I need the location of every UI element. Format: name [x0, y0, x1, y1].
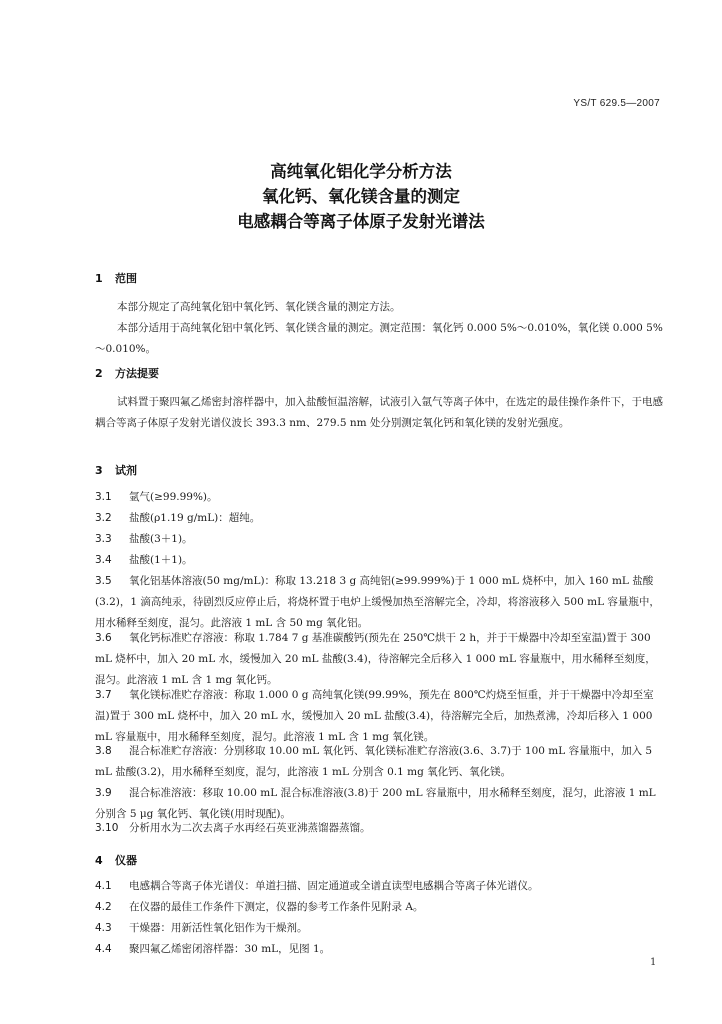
section-1-paragraph-1: 本部分规定了高纯氧化铝中氧化钙、氧化镁含量的测定方法。: [117, 301, 401, 313]
item-text: 盐酸(ρ1.19 g/mL)：超纯。: [129, 512, 261, 524]
item-text: 氩气(≥99.99%)。: [129, 491, 218, 503]
item-number: 3.5: [95, 575, 112, 587]
section-2-heading: [95, 368, 159, 379]
item-number: 3.2: [95, 512, 112, 524]
section-1-paragraph-2: 本部分适用于高纯氧化铝中氧化钙、氧化镁含量的测定。测定范围：氧化钙 0.000 5%～0.010%，氧化镁 0.000 5%～0.010%。: [95, 322, 663, 355]
section-4-heading: [95, 855, 137, 866]
list-item: [95, 939, 665, 960]
item-text: 聚四氟乙烯密闭溶样器：30 mL，见图 1。: [129, 943, 331, 955]
section-number: 2: [95, 367, 103, 380]
item-text: 分析用水为二次去离子水再经石英亚沸蒸馏器蒸馏。: [129, 822, 371, 834]
item-text: 氧化镁标准贮存溶液：称取 1.000 0 g 高纯氧化镁(99.99%，预先在 800℃灼烧至恒重，并于干燥器中冷却至室温)置于 300 mL 烧杯中，加入 20 mL 水，缓慢加入 20 mL 盐酸(3.4)，待溶解完全后，加热煮沸，冷却后移入 1 000 mL 容量瓶中，用水稀释至刻度，混匀。此溶液 1 mL 含 1 mg 氧化镁。: [95, 689, 654, 743]
item-number: 4.4: [95, 943, 112, 955]
section-3-heading: [95, 465, 137, 476]
item-text: 盐酸(1＋1)。: [129, 554, 193, 566]
item-text: 电感耦合等离子体光谱仪：单道扫描、固定通道或全谱直读型电感耦合等离子体光谱仪。: [129, 880, 539, 892]
section-2-paragraph: 试料置于聚四氟乙烯密封溶样器中，加入盐酸恒温溶解，试液引入氩气等离子体中，在选定的最佳操作条件下，于电感耦合等离子体原子发射光谱仪波长 393.3 nm、279.5 nm 处分别测定氧化钙和氧化镁的发射光强度。: [95, 396, 663, 429]
item-text: 混合标准贮存溶液：分别移取 10.00 mL 氧化钙、氧化镁标准贮存溶液(3.6、3.7)于 100 mL 容量瓶中，加入 5 mL 盐酸(3.2)，用水稀释至刻度，混匀，此溶液 1 mL 分别含 0.1 mg 氧化钙、氧化镁。: [95, 745, 653, 778]
item-text: 盐酸(3＋1)。: [129, 533, 193, 545]
section-1-heading: [95, 273, 137, 284]
item-text: 混合标准溶液：移取 10.00 mL 混合标准溶液(3.8)于 200 mL 容量瓶中，用水稀释至刻度，混匀，此溶液 1 mL 分别含 5 μg 氧化钙、氧化镁(用时现配)。: [95, 787, 656, 820]
item-number: 3.9: [95, 787, 112, 799]
item-number: 4.2: [95, 901, 112, 913]
item-text: 氧化铝基体溶液(50 mg/mL)：称取 13.218 3 g 高纯铝(≥99.999%)于 1 000 mL 烧杯中，加入 160 mL 盐酸(3.2)，1 滴高纯汞，待剧烈反应停止后，将烧杯置于电炉上缓慢加热至溶解完全，冷却，将溶液移入 500 mL 容量瓶中，用水稀释至刻度，混匀。此溶液 1 mL 含 50 mg 氧化铝。: [95, 575, 660, 629]
section-number: 1: [95, 272, 103, 285]
item-number: 3.7: [95, 689, 112, 701]
section-title: 仪器: [115, 854, 137, 867]
item-number: 3.1: [95, 491, 112, 503]
list-item: [95, 897, 665, 918]
list-item: [95, 529, 665, 550]
list-item: [95, 741, 665, 783]
item-text: 在仪器的最佳工作条件下测定，仪器的参考工作条件见附录 A。: [129, 901, 424, 913]
item-number: 3.8: [95, 745, 112, 757]
list-item: [95, 550, 665, 571]
item-number: 3.3: [95, 533, 112, 545]
page-number: 1: [650, 957, 657, 968]
list-item: [95, 818, 665, 839]
list-item: [95, 876, 665, 897]
item-number: 3.6: [95, 632, 112, 644]
section-number: 4: [95, 854, 103, 867]
list-item: [95, 918, 665, 939]
item-text: 氧化钙标准贮存溶液：称取 1.784 7 g 基准碳酸钙(预先在 250℃烘干 2 h，并于干燥器中冷却至室温)置于 300 mL 烧杯中，加入 20 mL 水，缓慢加入 20 mL 盐酸(3.4)，待溶解完全后移入 1 000 mL 容量瓶中，用水稀释至刻度，混匀。此溶液 1 mL 含 1 mg 氧化钙。: [95, 632, 656, 686]
item-text: 干燥器：用新活性氧化铝作为干燥剂。: [129, 922, 308, 934]
list-item: [95, 508, 665, 529]
section-title: 试剂: [115, 464, 137, 477]
list-item: [95, 628, 665, 691]
title-line-2: 氧化钙、氧化镁含量的测定: [262, 187, 460, 206]
list-item: [95, 571, 665, 634]
section-title: 范围: [115, 272, 137, 285]
section-number: 3: [95, 464, 103, 477]
item-number: 4.3: [95, 922, 112, 934]
item-number: 4.1: [95, 880, 112, 892]
title-line-3: 电感耦合等离子体原子发射光谱法: [237, 212, 485, 231]
section-title: 方法提要: [115, 367, 159, 380]
title-line-1: 高纯氧化铝化学分析方法: [270, 162, 452, 181]
item-number: 3.10: [95, 822, 119, 834]
item-number: 3.4: [95, 554, 112, 566]
list-item: [95, 487, 665, 508]
list-item: [95, 685, 665, 748]
standard-code: YS/T 629.5—2007: [573, 98, 660, 109]
